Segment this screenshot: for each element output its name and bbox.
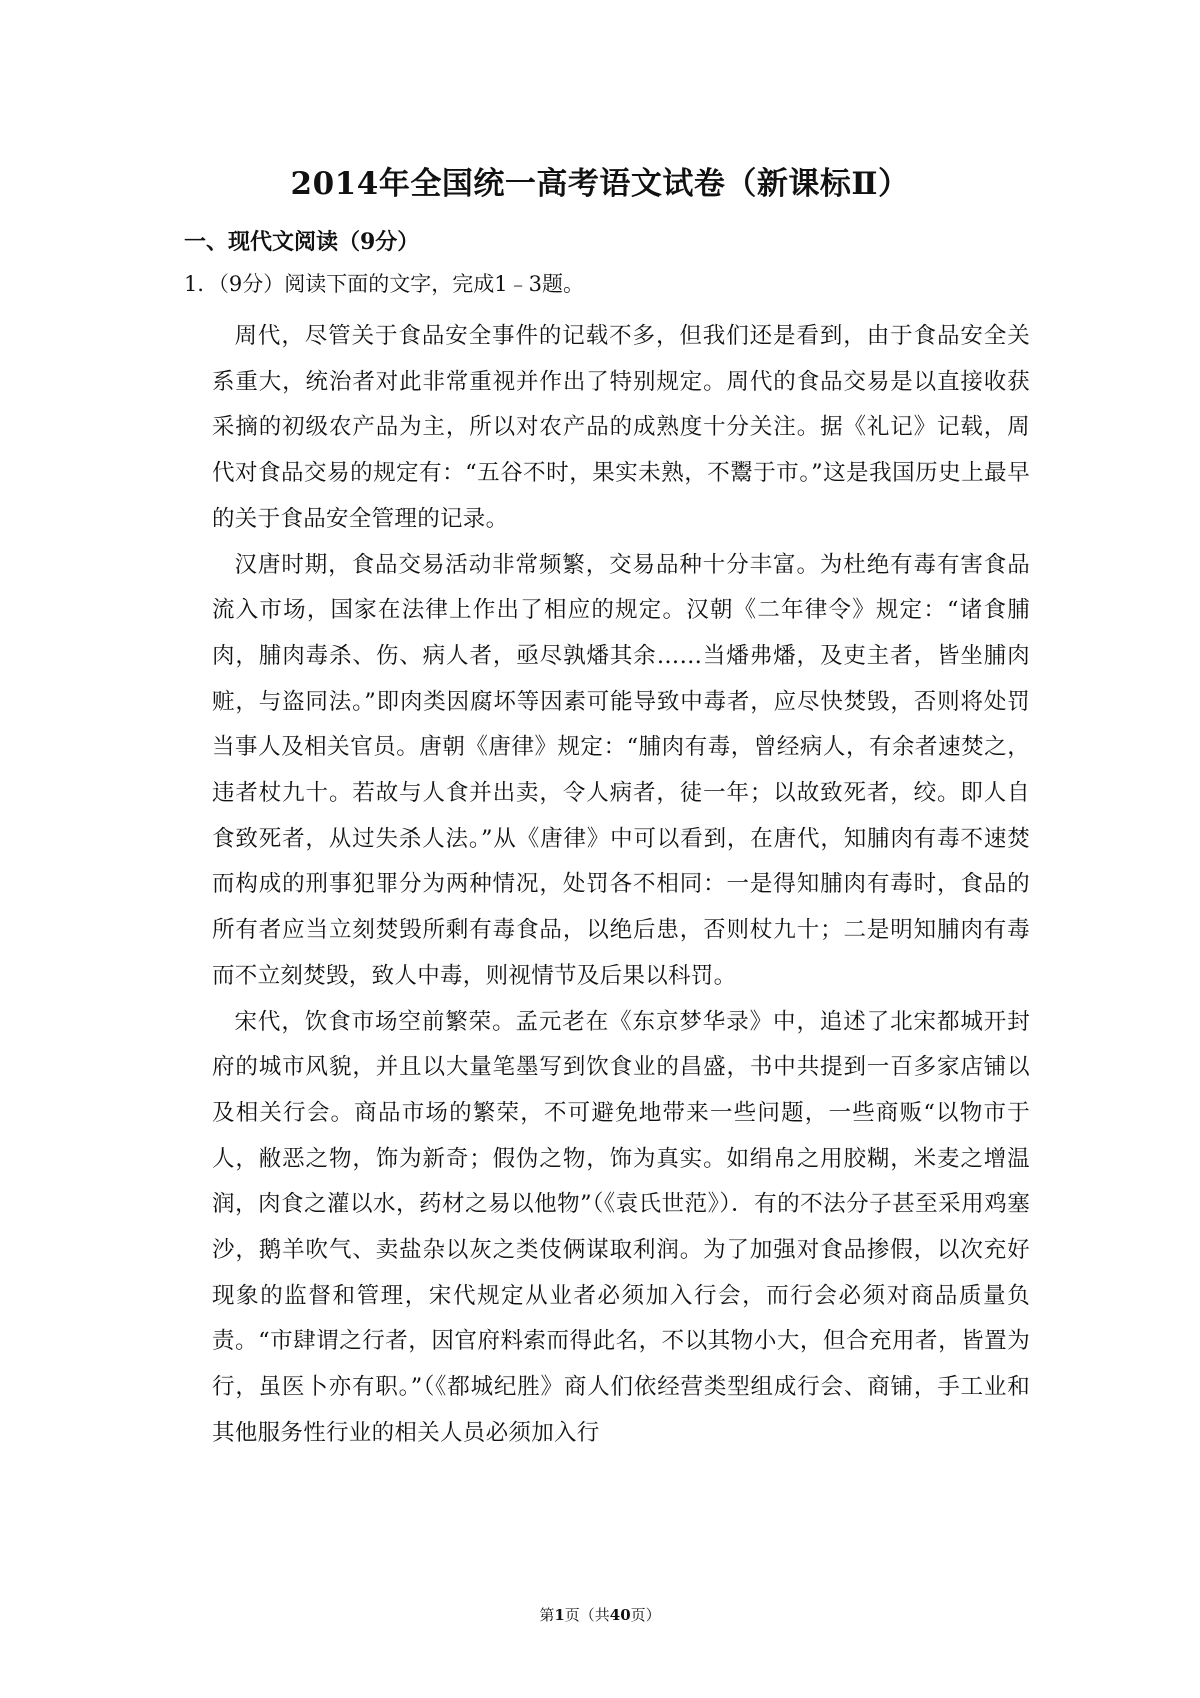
footer-suffix: 页） [630, 1606, 661, 1624]
total-page-count: 40 [609, 1606, 631, 1624]
page-footer [0, 1604, 1200, 1625]
footer-prefix: 第 [539, 1606, 555, 1624]
question-stem: 1．（9分）阅读下面的文字，完成1﹣3题。 [184, 272, 584, 296]
section-heading: 一、现代文阅读（9分） [184, 229, 420, 255]
passage-paragraph: 宋代，饮食市场空前繁荣。孟元老在《东京梦华录》中，追述了北宋都城开封府的城市风貌，并且以大量笔墨写到饮食业的昌盛，书中共提到一百多家店铺以及相关行会。商品市场的繁荣，不可避免地带来一些问题，一些商贩“以物市于人，敝恶之物，饰为新奇；假伪之物，饰为真实。如绢帛之用胶糊，米麦之增温润，肉食之灌以水，药材之易以他物”（《袁氏世范》）．有的不法分子甚至采用鸡塞沙，鹅羊吹气、卖盐杂以灰之类伎俩谋取利润。为了加强对食品掺假，以次充好现象的监督和管理，宋代规定从业者必须加入行会，而行会必须对商品质量负责。“市肆谓之行者，因官府料索而得此名，不以其物小大，但合充用者，皆置为行，虽医卜亦有职。”（《都城纪胜》商人们依经营类型组成行会、商铺，手工业和其他服务性行业的相关人员必须加入行 [212, 1008, 1030, 1446]
page-title: 2014年全国统一高考语文试卷（新课标Ⅱ） [290, 166, 910, 202]
current-page-number: 1 [554, 1606, 565, 1624]
reading-passage [212, 314, 1030, 1457]
footer-middle: 页（共 [564, 1606, 610, 1624]
passage-paragraph: 汉唐时期，食品交易活动非常频繁，交易品种十分丰富。为杜绝有毒有害食品流入市场，国家在法律上作出了相应的规定。汉朝《二年律令》规定：“诸食脯肉，脯肉毒杀、伤、病人者，亟尽孰燔其余……当燔弗燔，及吏主者，皆坐脯肉赃，与盗同法。”即肉类因腐坏等因素可能导致中毒者，应尽快焚毁，否则将处罚当事人及相关官员。唐朝《唐律》规定：“脯肉有毒，曾经病人，有余者速焚之，违者杖九十。若故与人食并出卖，令人病者，徒一年；以故致死者，绞。即人自食致死者，从过失杀人法。”从《唐律》中可以看到，在唐代，知脯肉有毒不速焚而构成的刑事犯罪分为两种情况，处罚各不相同：一是得知脯肉有毒时，食品的所有者应当立刻焚毁所剩有毒食品，以绝后患，否则杖九十；二是明知脯肉有毒而不立刻焚毁，致人中毒，则视情节及后果以科罚。 [212, 551, 1030, 989]
passage-paragraph: 周代，尽管关于食品安全事件的记载不多，但我们还是看到，由于食品安全关系重大，统治者对此非常重视并作出了特别规定。周代的食品交易是以直接收获采摘的初级农产品为主，所以对农产品的成熟度十分关注。据《礼记》记载，周代对食品交易的规定有：“五谷不时，果实未熟，不鬻于市。”这是我国历史上最早的关于食品安全管理的记录。 [212, 323, 1030, 532]
